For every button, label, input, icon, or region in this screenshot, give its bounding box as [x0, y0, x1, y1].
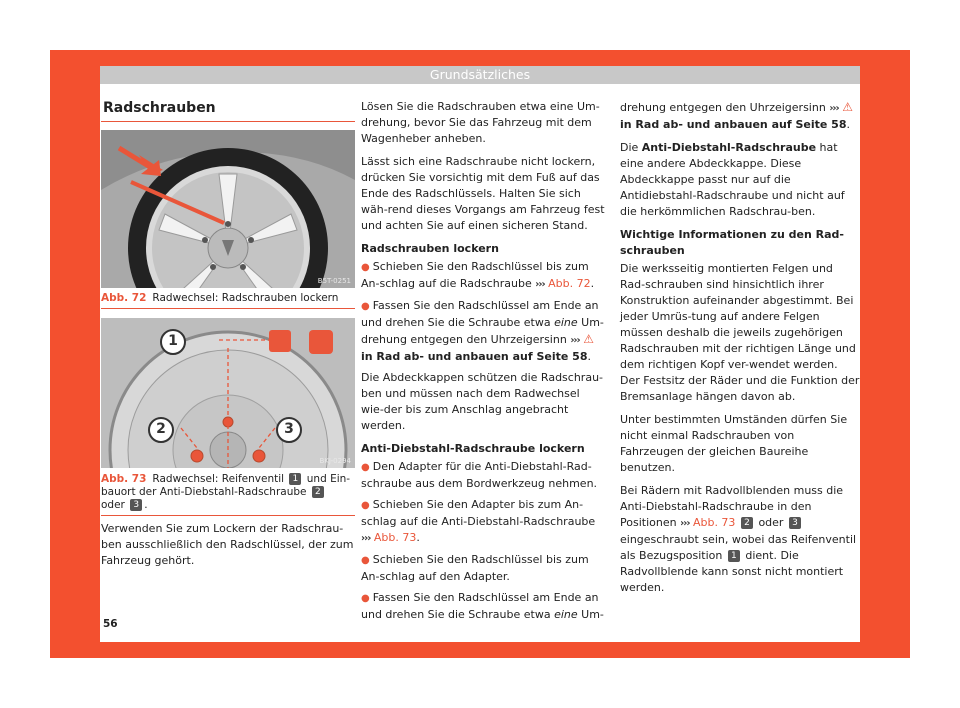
callout-3: 3 — [284, 421, 294, 437]
col2-bullet-6: ● Fassen Sie den Radschlüssel am Ende an und drehen Sie die Schraube etwa eine Um- — [361, 591, 604, 621]
col2-bullet-3: ● Den Adapter für die Anti-Diebstahl-Rad-schraube aus dem Bordwerkzeug nehmen. — [361, 460, 598, 490]
col3-p3: Die werksseitig montierten Felgen und Rad-schrauben sind hinsichtlich ihrer Konstruktion aufeinander abgestimmt. Bei jeder Umrüs-tung auf andere Felgen müssen deshalb die jeweils zugehörigen Radschrauben mit der richtigen Länge und dem richtigen Kopf ver-wendet werden. Der Festsitz der Räder und die Funktion der Bremsanlage hängen davon ab. — [620, 262, 860, 403]
col2-bullet-5: ● Schieben Sie den Radschlüssel bis zum An-schlag auf den Adapter. — [361, 553, 589, 583]
bullet-icon: ● — [361, 500, 370, 511]
col3-p2: Die Anti-Diebstahl-Radschraube hat eine andere Abdeckkappe. Diese Abdeckkappe passt nur auf die Antidiebstahl-Radschraube und nicht auf die herkömmlichen Radschrau-ben. — [620, 141, 845, 218]
warning-icon: ⚠ — [583, 332, 594, 346]
warning-icon: ⚠ — [842, 100, 853, 114]
col3-p4: Unter bestimmten Umständen dürfen Sie nicht einmal Radschrauben von Fahrzeugen der gleichen Baureihe benutzen. — [620, 413, 848, 474]
col3-p5: Bei Rädern mit Radvollblenden muss die Anti-Diebstahl-Radschraube in den Positionen ››› Abb. 73 2 oder 3 eingeschraubt sein, wobei das Reifenventil als Bezugsposition 1 dient. Die Radvollblende kann sonst nicht montiert werden. — [620, 484, 857, 594]
col2-bullet-1: ● Schieben Sie den Radschlüssel bis zum An-schlag auf die Radschraube ››› Abb. 72. — [361, 260, 595, 290]
bullet-icon: ● — [361, 593, 370, 604]
figure-73-caption-b: und Ein-bauort der Anti-Diebstahl-Radschraube — [101, 473, 351, 498]
col2-p1: Lösen Sie die Radschrauben etwa eine Um-drehung, bevor Sie das Fahrzeug mit dem Wagenheber anheben. — [361, 100, 600, 145]
figure-72-caption-text: Radwechsel: Radschrauben lockern — [152, 292, 339, 304]
bullet-icon: ● — [361, 462, 370, 473]
figure-72-image — [101, 130, 355, 288]
col2-heading-1: Radschrauben lockern — [361, 242, 499, 255]
steel-wheel-bolt-positions-illustration — [101, 318, 355, 468]
figure-72-caption — [101, 292, 355, 305]
figure-73-code: BKJ-0294 — [319, 457, 351, 465]
arrows-icon: ››› — [570, 335, 580, 346]
figure-73-caption-c: oder — [101, 499, 125, 511]
section-rule — [101, 121, 355, 122]
bullet-icon: ● — [361, 262, 370, 273]
column-3 — [620, 99, 860, 603]
chapter-header: Grundsätzliches — [429, 67, 531, 82]
link-abb-73-2[interactable]: Abb. 73 — [692, 516, 736, 529]
figure-72-label: Abb. 72 — [101, 292, 147, 304]
column-1 — [101, 521, 355, 576]
arrows-icon: ››› — [680, 518, 690, 529]
callout-2: 2 — [156, 421, 166, 437]
figure-73-label: Abb. 73 — [101, 473, 147, 485]
callout-ref-1: 1 — [289, 473, 301, 485]
callout-ref-2: 2 — [312, 486, 324, 498]
position-ref-2: 2 — [741, 517, 753, 529]
callout-ref-3: 3 — [130, 499, 142, 511]
col1-paragraph: Verwenden Sie zum Lockern der Radschrau-ben ausschließlich den Radschlüssel, der zum Fahrzeug gehört. — [101, 522, 354, 567]
position-ref-3: 3 — [789, 517, 801, 529]
callout-1: 1 — [168, 333, 178, 349]
arrows-icon: ››› — [829, 103, 839, 114]
caption-rule-72 — [101, 308, 355, 309]
bullet-icon: ● — [361, 555, 370, 566]
figure-73-caption — [101, 473, 355, 512]
link-abb-73[interactable]: Abb. 73 — [373, 531, 417, 544]
figure-72-code: B5T-0251 — [317, 277, 351, 285]
ref-rad-ab-anbauen-2[interactable]: in Rad ab- und anbauen auf Seite 58 — [620, 118, 847, 131]
caption-rule-73 — [101, 515, 355, 516]
arrows-icon: ››› — [535, 279, 545, 290]
column-2 — [361, 99, 605, 628]
page-number: 56 — [103, 618, 118, 630]
col2-bullet-4: ● Schieben Sie den Adapter bis zum An-schlag auf die Anti-Diebstahl-Radschraube ››› Abb. 73. — [361, 498, 596, 544]
col2-bullet-2: ● Fassen Sie den Radschlüssel am Ende an und drehen Sie die Schraube etwa eine Um-drehung entgegen den Uhrzeigersinn ››› ⚠ in Rad ab- und anbauen auf Seite 58. — [361, 299, 604, 363]
wheel-lug-wrench-illustration — [101, 130, 355, 288]
ref-rad-ab-anbauen[interactable]: in Rad ab- und anbauen auf Seite 58 — [361, 350, 588, 363]
col2-p3: Die Abdeckkappen schützen die Radschrau-ben und müssen nach dem Radwechsel wie-der bis zum Anschlag angebracht werden. — [361, 371, 604, 432]
col3-heading: Wichtige Informationen zu den Rad-schrauben — [620, 228, 844, 257]
col2-p2: Lässt sich eine Radschraube nicht lockern, drücken Sie vorsichtig mit dem Fuß auf das Ende des Radschlüssels. Halten Sie sich wäh-rend dieses Vorgangs am Fahrzeug fest und achten Sie auf einen sicheren Stand. — [361, 155, 605, 232]
col2-heading-2: Anti-Diebstahl-Radschraube lockern — [361, 442, 585, 455]
figure-73-caption-end: . — [144, 499, 148, 511]
section-title: Radschrauben — [103, 100, 216, 116]
bullet-icon: ● — [361, 301, 370, 312]
figure-73-image — [101, 318, 355, 468]
position-ref-1: 1 — [728, 550, 740, 562]
col3-p1: drehung entgegen den Uhrzeigersinn ››› ⚠ in Rad ab- und anbauen auf Seite 58. — [620, 100, 853, 131]
figure-73-caption-a: Radwechsel: Reifenventil — [152, 473, 285, 485]
arrows-icon: ››› — [361, 533, 371, 544]
link-abb-72[interactable]: Abb. 72 — [548, 277, 591, 290]
